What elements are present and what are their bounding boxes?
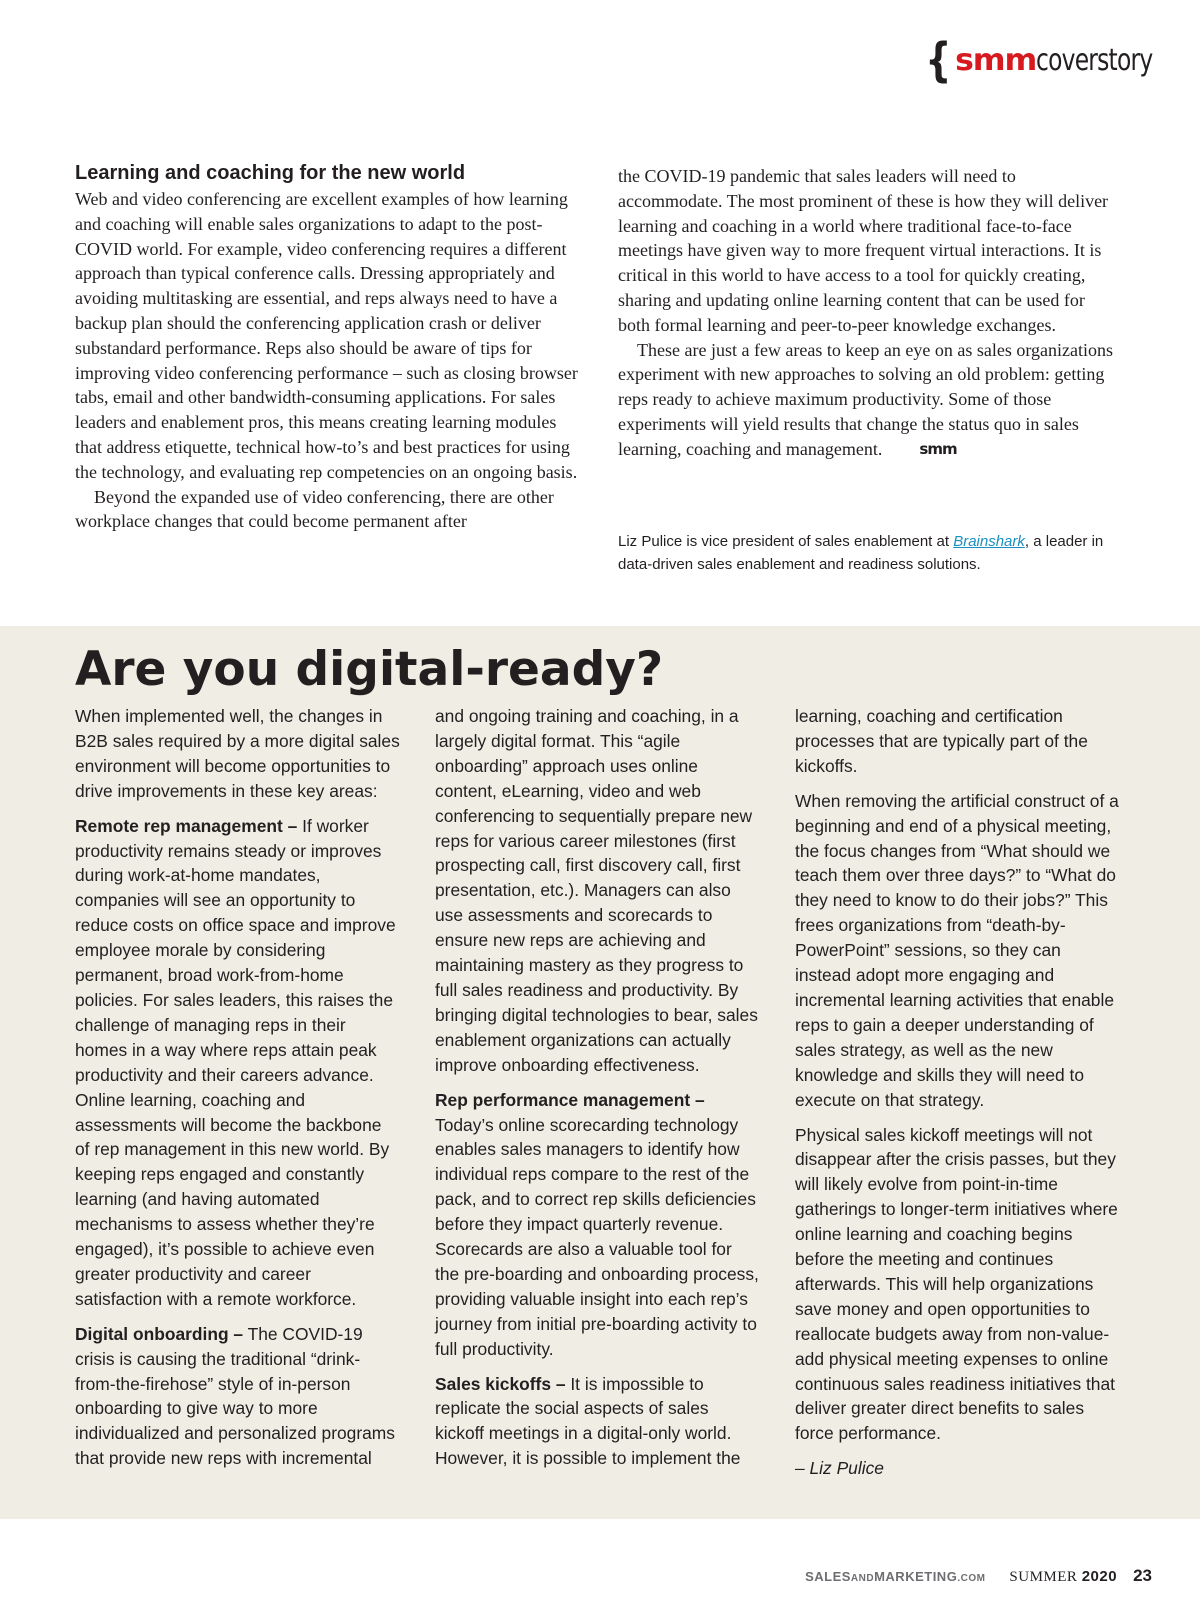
sidebar-paragraph: [75, 1322, 400, 1471]
sidebar-paragraph: [435, 1372, 760, 1472]
sidebar-text: It is impossible to replicate the social aspects of sales kickoff meetings in a digital-only world. However, it is possible to implement the: [435, 1373, 741, 1469]
sidebar-text: The COVID-19 crisis is causing the traditional “drink-from-the-firehose” style of in-person onboarding to give way to more individualized and personalized programs that provide new reps with incremental: [75, 1323, 395, 1469]
subhead-onboarding: Digital onboarding –: [75, 1323, 244, 1344]
issue-season: SUMMER: [1009, 1569, 1078, 1585]
article-paragraph: [618, 338, 1118, 462]
site-sales: SALES: [805, 1569, 851, 1584]
sidebar-paragraph: [435, 1088, 760, 1362]
article-column-right: [618, 164, 1118, 462]
author-bio: [618, 530, 1118, 576]
article-paragraph: Web and video conferencing are excellent examples of how learning and coaching will enable sales organizations to adapt to the post-COVID world. For example, video conferencing requires a different approach than typical conference calls. Dressing appropriately and avoiding multitasking are essential, and reps always need to have a backup plan should the conferencing application crash or deliver substandard performance. Reps also should be aware of tips for improving video conferencing performance – such as closing browser tabs, email and other bandwidth-consuming applications. For sales leaders and enablement pros, this means creating learning modules that address etiquette, technical how-to’s and best practices for using the technology, and evaluating rep competencies on an ongoing basis.: [75, 189, 578, 482]
article-paragraph: the COVID-19 pandemic that sales leaders will need to accommodate. The most prominent of these is how they will deliver learning and coaching in a world where traditional face-to-face meetings have given way to more frequent virtual interactions. It is critical in this world to have access to a tool for quickly creating, sharing and updating online learning content that can be used for both formal learning and peer-to-peer knowledge exchanges.: [618, 166, 1109, 335]
bio-text: Liz Pulice is vice president of sales enablement at: [618, 533, 954, 550]
sidebar-column-2: [435, 704, 760, 1481]
site-and: AND: [850, 1573, 875, 1584]
section-label: coverstory: [1036, 42, 1153, 78]
section-logo: [922, 33, 1156, 87]
article-column-left: [75, 160, 580, 534]
site-com: .COM: [957, 1573, 986, 1584]
sidebar-column-1: [75, 704, 400, 1481]
brainshark-link[interactable]: Brainshark: [953, 533, 1025, 550]
sidebar-title: Are you digital-ready?: [75, 642, 664, 697]
sidebar-text: Today’s online scorecarding technology enables sales managers to identify how individual reps compare to the rest of the pack, and to correct rep skills deficiencies before they impact quarterly revenue. Scorecards are also a valuable tool for the pre-boarding and onboarding process, providing valuable insight into each rep’s journey from initial pre-boarding activity to full productivity.: [435, 1114, 759, 1359]
sidebar-signature: – Liz Pulice: [795, 1458, 884, 1479]
end-mark: smm: [919, 439, 957, 458]
sidebar-paragraph: When removing the artificial construct of a beginning and end of a physical meeting, the focus changes from “What should we teach them over three days?” to “What do they need to know to do their jobs?” This frees organizations from “death-by-PowerPoint” sessions, so they can instead adopt more engaging and incremental learning activities that enable reps to gain a deeper understanding of sales strategy, as well as the new knowledge and skills they will need to execute on that strategy.: [795, 790, 1119, 1110]
footer-site: [805, 1569, 985, 1584]
sidebar-paragraph: [75, 814, 400, 1312]
bio-text: , a leader in data-driven sales enablement and readiness solutions.: [618, 533, 1104, 573]
sidebar-paragraph: Physical sales kickoff meetings will not disappear after the crisis passes, but they will likely evolve from point-in-time gatherings to longer-term initiatives where online learning and coaching begins before the meeting and continues afterwards. This will help organizations save money and open opportunities to reallocate budgets away from non-value-add physical meeting expenses to online continuous sales readiness initiatives that deliver greater direct benefits to sales force performance.: [795, 1124, 1118, 1444]
subhead-performance: Rep performance management –: [435, 1089, 705, 1110]
page-footer: [805, 1566, 1152, 1586]
sidebar-paragraph: and ongoing training and coaching, in a largely digital format. This “agile onboarding” approach uses online content, eLearning, video and web conferencing to sequentially prepare new reps for various career milestones (first prospecting call, first discovery call, first presentation, etc.). Managers can also use assessments and scorecards to ensure new reps are achieving and maintaining mastery as they progress to full sales readiness and productivity. By bringing digital technologies to bear, sales enablement organizations can actually improve onboarding effectiveness.: [435, 706, 758, 1075]
sidebar-paragraph: learning, coaching and certification processes that are typically part of the kickoffs.: [795, 706, 1088, 776]
footer-issue: [1009, 1568, 1117, 1586]
issue-year: 2020: [1081, 1568, 1118, 1585]
sidebar-paragraph: When implemented well, the changes in B2B sales required by a more digital sales environment will become opportunities to drive improvements in these key areas:: [75, 706, 400, 801]
article-paragraph-text: These are just a few areas to keep an eye on as sales organizations experiment with new approaches to solving an old problem: getting reps ready to achieve maximum productivity. Some of those experiments will yield results that change the status quo in sales learning, coaching and management.: [618, 339, 1113, 459]
logo-brace: {: [925, 33, 952, 87]
smm-logo: smm: [954, 42, 1036, 78]
article-paragraph: Beyond the expanded use of video conferencing, there are other workplace changes that could become permanent after: [75, 486, 554, 532]
site-marketing: MARKETING: [874, 1569, 958, 1584]
sidebar-column-3: [795, 704, 1120, 1491]
article-heading: Learning and coaching for the new world: [75, 162, 466, 184]
subhead-remote: Remote rep management –: [75, 815, 298, 836]
page-number: 23: [1133, 1566, 1152, 1585]
subhead-kickoffs: Sales kickoffs –: [435, 1373, 566, 1394]
sidebar-text: If worker productivity remains steady or improves during work-at-home mandates, companies will see an opportunity to reduce costs on office space and improve employee morale by considering permanent, broad work-from-home policies. For sales leaders, this raises the challenge of managing reps in their homes in a way where reps attain peak productivity and their careers advance. Online learning, coaching and assessments will become the backbone of rep management in this new world. By keeping reps engaged and constantly learning (and having automated mechanisms to assess whether they’re engaged), it’s possible to achieve even greater productivity and career satisfaction with a remote workforce.: [75, 815, 396, 1309]
